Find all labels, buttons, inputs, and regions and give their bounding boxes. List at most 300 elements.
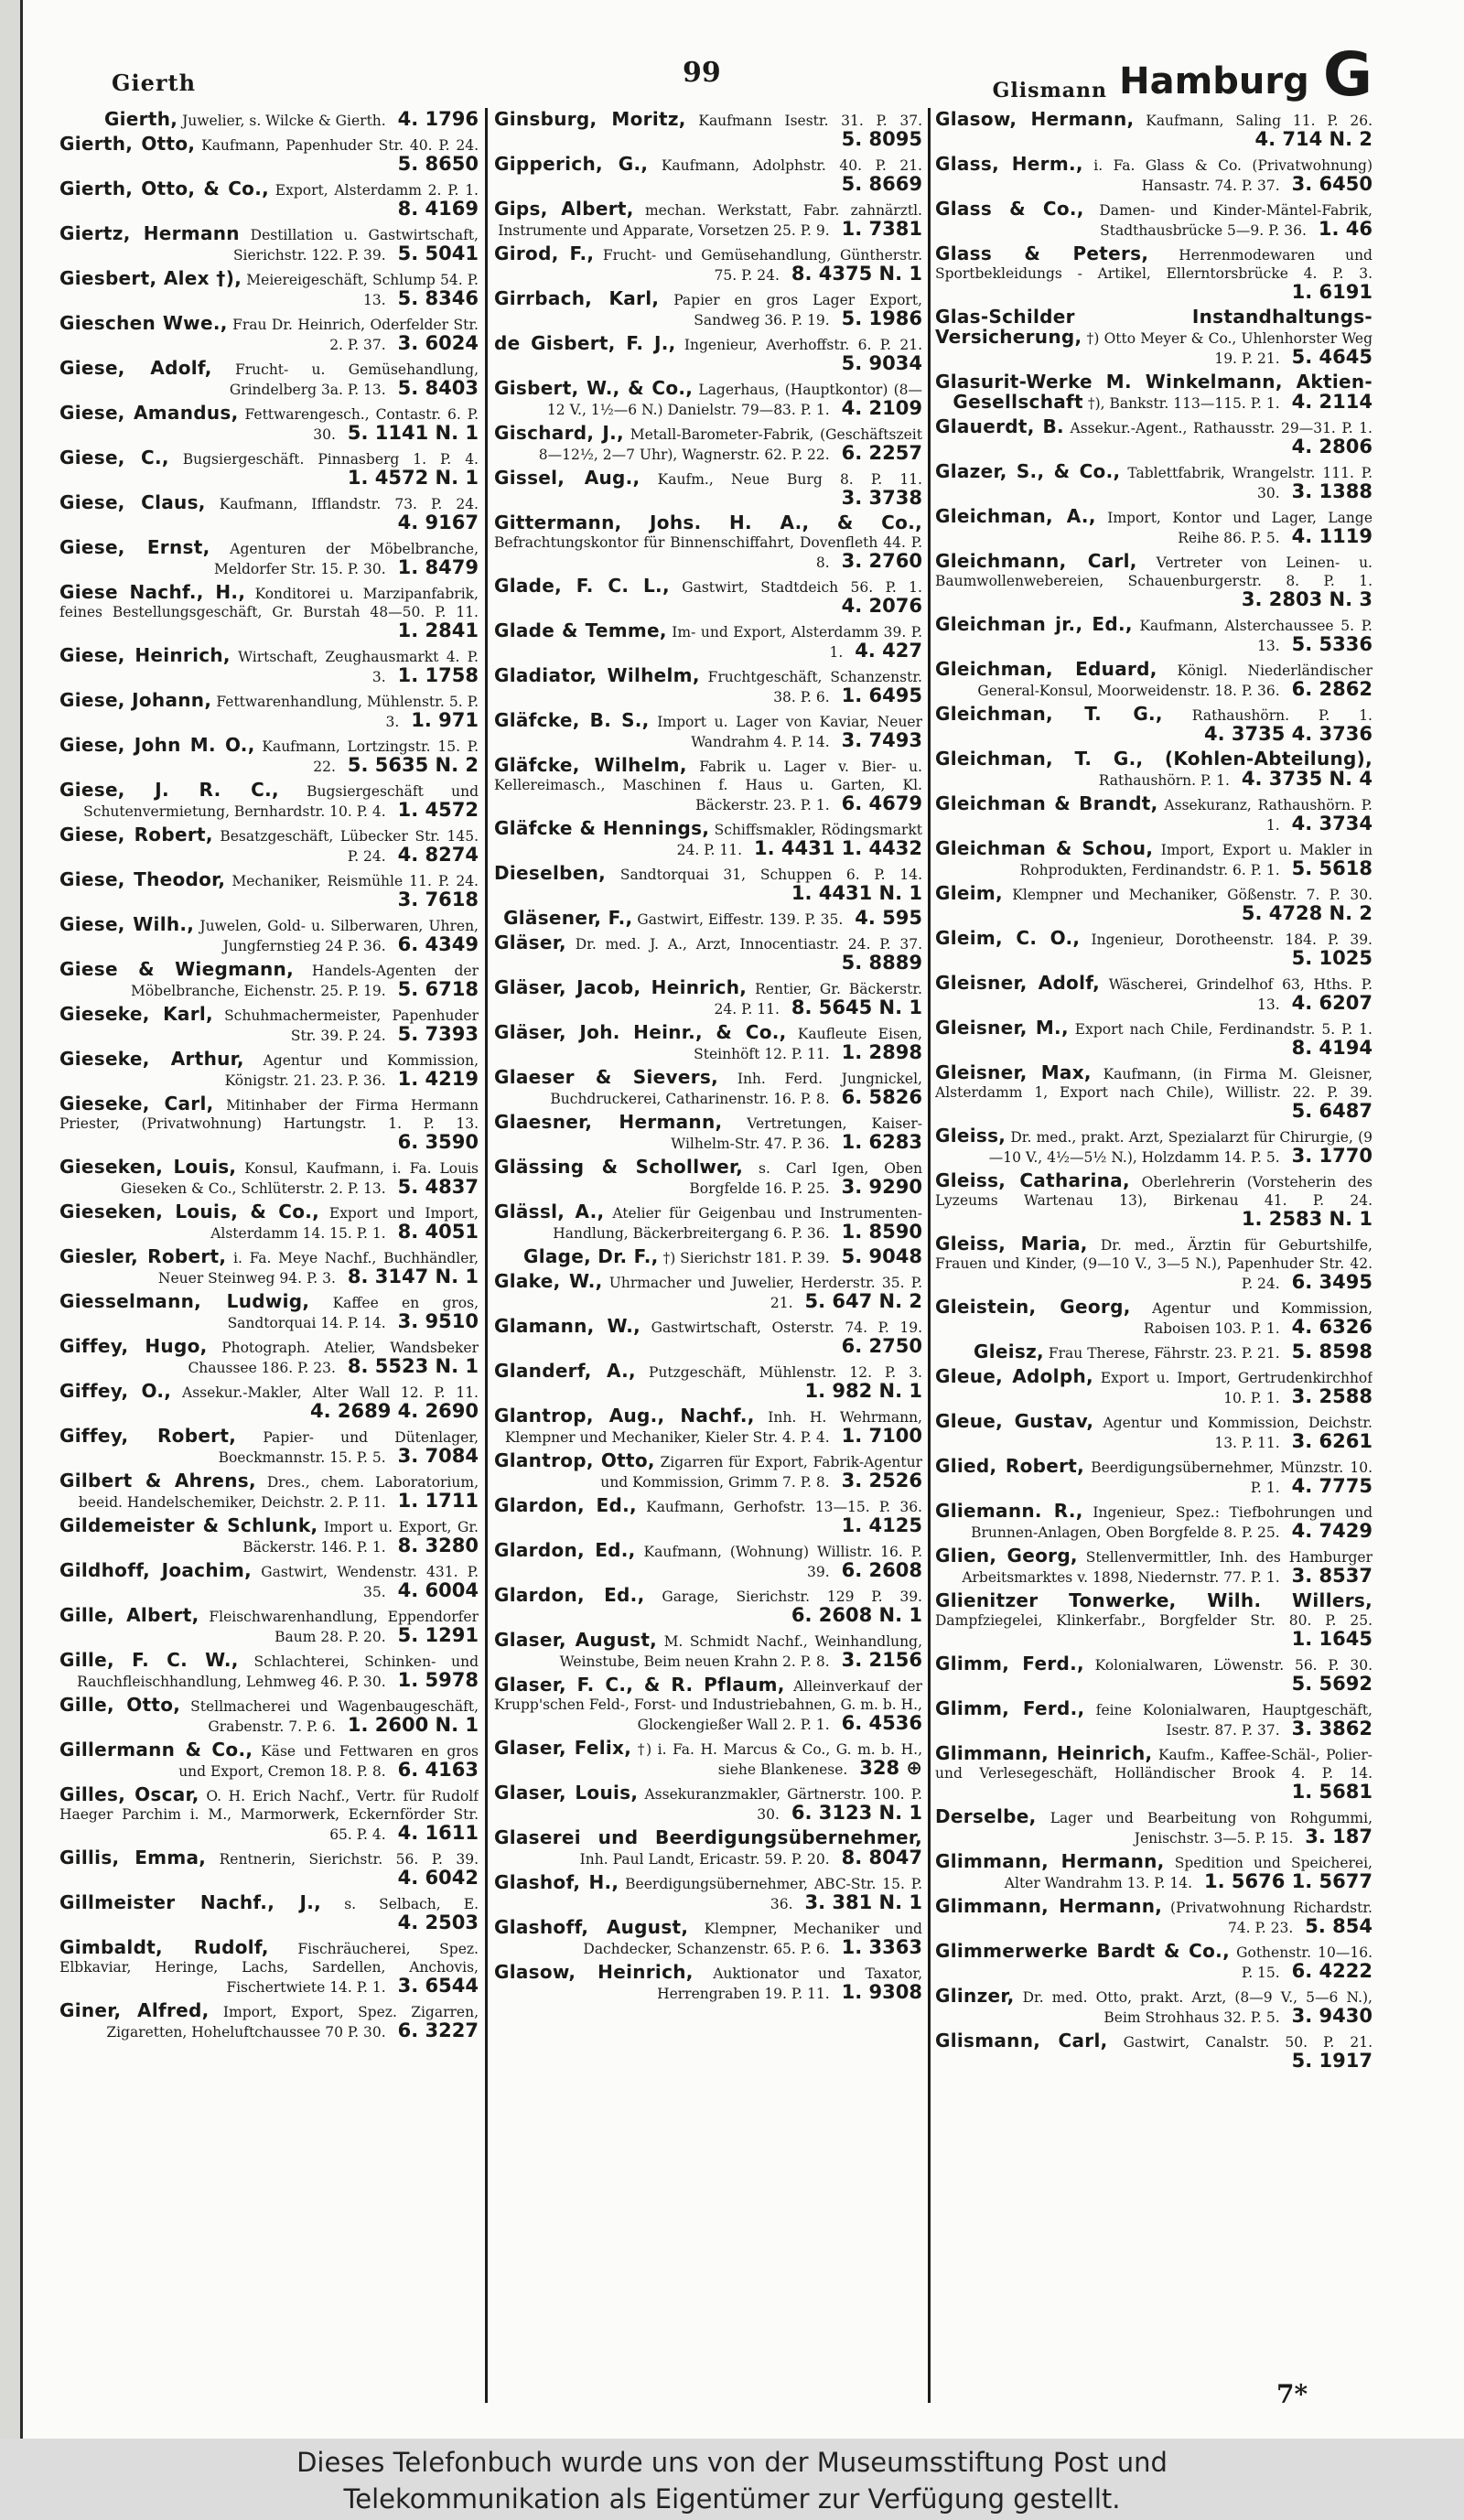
entry-name: Gierth, Otto, bbox=[59, 133, 196, 155]
directory-entry bbox=[494, 1023, 922, 1063]
directory-entry bbox=[935, 1807, 1372, 1847]
entry-phone-number: 1. 4572 bbox=[397, 799, 479, 821]
entry-phone-number: 1. 2898 bbox=[841, 1041, 922, 1063]
entry-phone-number: 4. 714 N. 2 bbox=[1254, 128, 1372, 150]
book-spine bbox=[0, 0, 23, 2439]
entry-phone-number: 6. 5826 bbox=[841, 1086, 922, 1108]
entry-name: Glashoff, August, bbox=[494, 1916, 689, 1938]
directory-entry bbox=[59, 314, 479, 354]
entry-name: Gleichman, T. G., bbox=[935, 703, 1163, 725]
directory-entry bbox=[59, 1848, 479, 1889]
entry-phone-number: 3. 2526 bbox=[841, 1470, 922, 1492]
entry-name: Derselbe, bbox=[935, 1805, 1037, 1827]
entry-name: Gipperich, G., bbox=[494, 153, 649, 175]
entry-description: Gastwirt, Canalstr. 50. P. 21. bbox=[1123, 2034, 1372, 2051]
entry-name: Glaser, Felix, bbox=[494, 1737, 632, 1759]
directory-entry bbox=[59, 1606, 479, 1646]
entry-description: i. Fa. Meye Nachf., Buchhändler, Neuer Steinweg 94. P. 3. bbox=[157, 1250, 479, 1287]
entry-description: Kaufmann Isestr. 31. P. 37. bbox=[698, 113, 922, 129]
directory-entry bbox=[494, 1541, 922, 1581]
entry-phone-number: 3. 2803 N. 3 bbox=[1241, 588, 1372, 610]
banner-line-1: Dieses Telefonbuch wurde uns von der Museumsstiftung Post und bbox=[296, 2447, 1168, 2478]
header-left-keyword: Gierth bbox=[112, 70, 197, 96]
entry-description: Dr. med., prakt. Arzt, Spezialarzt für Chirurgie, (9—10 V., 4½—5½ N.), Holzdamm 14. P. 5. bbox=[988, 1129, 1372, 1166]
header-right bbox=[992, 39, 1372, 110]
directory-entry bbox=[935, 839, 1372, 879]
directory-entry bbox=[59, 135, 479, 175]
entry-description: Meiereigeschäft, Schlump 54. P. 13. bbox=[246, 272, 479, 308]
entry-name: Glardon, Ed., bbox=[494, 1539, 636, 1561]
directory-entry bbox=[935, 1126, 1372, 1167]
directory-entry bbox=[494, 289, 922, 329]
entry-phone-number: 5. 8095 bbox=[841, 128, 922, 150]
entry-phone-number: 5. 1025 bbox=[1291, 947, 1372, 969]
entry-name: Gimbaldt, Rudolf, bbox=[59, 1936, 269, 1958]
entry-description: Ingenieur, Spez.: Tiefbohrungen und Brunnen-Anlagen, Oben Borgfelde 8. P. 25. bbox=[971, 1504, 1372, 1541]
entry-description: Vertreter von Leinen- u. Baumwollenwebereien, Schauenburgerstr. 8. P. 1. bbox=[935, 555, 1372, 589]
directory-entry bbox=[935, 1744, 1372, 1803]
directory-entry bbox=[59, 1427, 479, 1467]
entry-name: Giese & Wiegmann, bbox=[59, 958, 294, 980]
directory-entry bbox=[494, 1158, 922, 1198]
directory-entry bbox=[494, 1783, 922, 1824]
entry-description: Königl. Niederländischer General-Konsul, Moorweidenstr. 18. P. 36. bbox=[977, 662, 1372, 699]
entry-phone-number: 4. 2689 4. 2690 bbox=[309, 1400, 479, 1422]
directory-entry bbox=[494, 424, 922, 464]
entry-name: Gläser, Joh. Heinr., & Co., bbox=[494, 1021, 787, 1043]
column-2 bbox=[494, 110, 922, 2402]
directory-entry bbox=[494, 468, 922, 509]
entry-description: Schiffsmakler, Rödingsmarkt 24. P. 11. bbox=[676, 822, 922, 858]
entry-phone-number: 6. 3495 bbox=[1291, 1271, 1372, 1293]
entry-phone-number: 4. 2076 bbox=[841, 595, 922, 617]
directory-entry bbox=[935, 1654, 1372, 1695]
entry-phone-number: 1. 46 bbox=[1318, 218, 1372, 240]
directory-entry bbox=[59, 1382, 479, 1422]
directory-entry bbox=[494, 1675, 922, 1734]
entry-phone-number: 6. 4349 bbox=[397, 933, 479, 955]
entry-name: Glaser, F. C., & R. Pflaum, bbox=[494, 1674, 785, 1696]
entry-description: Alleinverkauf der Krupp'schen Feld-, Forst- und Industriebahnen, G. m. b. H., Glockengießer Wall 2. P. 1. bbox=[494, 1678, 922, 1733]
directory-entry bbox=[935, 1063, 1372, 1122]
entry-name: Gleichman jr., Ed., bbox=[935, 613, 1133, 635]
directory-entry bbox=[59, 448, 479, 489]
directory-entry bbox=[494, 819, 922, 859]
entry-phone-number: 5. 8669 bbox=[841, 173, 922, 195]
entry-description: Oberlehrerin (Vorsteherin des Lyzeums Wartenau 13), Birkenau 41. P. 24. bbox=[935, 1174, 1372, 1209]
directory-entry bbox=[935, 1342, 1372, 1362]
entry-name: Gieseken, Louis, & Co., bbox=[59, 1201, 320, 1222]
directory-entry bbox=[494, 1873, 922, 1913]
entry-description: Inh. Ferd. Jungnickel, Buchdruckerei, Catharinenstr. 16. P. 8. bbox=[550, 1071, 922, 1107]
entry-description: Agentur und Kommission, Raboisen 103. P. 1. bbox=[1143, 1300, 1372, 1337]
entry-description: Wirtschaft, Zeughausmarkt 4. P. 3. bbox=[238, 649, 479, 685]
entry-name: Glasurit-Werke M. Winkelmann, Aktien-Gesellschaft bbox=[935, 371, 1372, 413]
entry-phone-number: 6. 2862 bbox=[1291, 678, 1372, 700]
directory-entry bbox=[59, 1696, 479, 1736]
directory-entry bbox=[59, 1337, 479, 1377]
entry-name: Gilles, Oscar, bbox=[59, 1783, 199, 1805]
entry-name: Glimm, Ferd., bbox=[935, 1697, 1085, 1719]
entry-phone-number: 328 ⊕ bbox=[859, 1757, 922, 1779]
entry-name: Giese, Theodor, bbox=[59, 868, 226, 890]
entry-name: Gleichman, A., bbox=[935, 505, 1096, 527]
entry-phone-number: 1. 1711 bbox=[397, 1490, 479, 1512]
entry-phone-number: 1. 4125 bbox=[841, 1514, 922, 1536]
entry-description: Konsul, Kaufmann, i. Fa. Louis Gieseken & Co., Schlüterstr. 2. P. 13. bbox=[120, 1160, 479, 1197]
directory-entry bbox=[59, 269, 479, 309]
entry-description: Export u. Import, Gertrudenkirchhof 10. P. 1. bbox=[1100, 1370, 1372, 1406]
entry-phone-number: 1. 2600 N. 1 bbox=[347, 1714, 479, 1736]
entry-phone-number: 1. 7100 bbox=[841, 1425, 922, 1447]
directory-entry bbox=[59, 1292, 479, 1332]
entry-phone-number: 4. 1796 bbox=[397, 110, 479, 130]
entry-name: Gisbert, W., & Co., bbox=[494, 377, 694, 399]
entry-phone-number: 3. 7493 bbox=[841, 729, 922, 751]
entry-name: Gillermann & Co., bbox=[59, 1739, 253, 1761]
directory-entry bbox=[935, 199, 1372, 240]
entry-name: Gierth, Otto, & Co., bbox=[59, 178, 270, 199]
entry-phone-number: 5. 5041 bbox=[397, 242, 479, 264]
entry-description: Auktionator und Taxator, Herrengraben 19. P. 11. bbox=[657, 1965, 922, 2002]
entry-description: Rentier, Gr. Bäckerstr. 24. P. 11. bbox=[714, 981, 922, 1018]
directory-entry bbox=[59, 1785, 479, 1844]
entry-description: Kaufmann, (Wohnung) Willistr. 16. P. 39. bbox=[643, 1544, 922, 1580]
entry-phone-number: 5. 1917 bbox=[1291, 2050, 1372, 2072]
directory-entry bbox=[494, 978, 922, 1018]
directory-entry bbox=[935, 749, 1372, 790]
entry-description: Besatzgeschäft, Lübecker Str. 145. P. 24. bbox=[220, 828, 479, 865]
entry-phone-number: 1. 7381 bbox=[841, 218, 922, 240]
entry-phone-number: 4. 3735 N. 4 bbox=[1241, 768, 1372, 790]
entry-description: Befrachtungskontor für Binnenschiffahrt, Dovenfleth 44. P. 8. bbox=[494, 534, 922, 571]
entry-phone-number: 3. 9510 bbox=[397, 1310, 479, 1332]
entry-name: Gieseke, Carl, bbox=[59, 1093, 214, 1115]
directory-entry bbox=[935, 884, 1372, 924]
entry-description: Sandtorquai 31, Schuppen 6. P. 14. bbox=[619, 867, 922, 883]
directory-entry bbox=[935, 974, 1372, 1014]
directory-entry bbox=[935, 1018, 1372, 1059]
directory-entry bbox=[935, 1699, 1372, 1739]
entry-name: Giffey, O., bbox=[59, 1380, 172, 1402]
entry-phone-number: 5. 7393 bbox=[397, 1023, 479, 1045]
entry-description: Destillation u. Gastwirtschaft, Sierichstr. 122. P. 39. bbox=[232, 227, 479, 264]
directory-entry bbox=[494, 1828, 922, 1868]
entry-phone-number: 6. 4222 bbox=[1291, 1960, 1372, 1982]
entry-phone-number: 1. 3363 bbox=[841, 1936, 922, 1958]
entry-name: Gladiator, Wilhelm, bbox=[494, 664, 700, 686]
entry-description: †) Sierichstr 181. P. 39. bbox=[662, 1250, 830, 1266]
entry-phone-number: 8. 5645 N. 1 bbox=[791, 996, 922, 1018]
entry-phone-number: 4. 595 bbox=[855, 907, 922, 929]
entry-name: Gleichman & Schou, bbox=[935, 837, 1154, 859]
directory-entry bbox=[935, 1234, 1372, 1293]
entry-description: Gastwirt, Stadtdeich 56. P. 1. bbox=[682, 579, 922, 596]
entry-name: Gischard, J., bbox=[494, 422, 624, 444]
directory-entry bbox=[494, 1068, 922, 1108]
entry-phone-number: 6. 4679 bbox=[841, 792, 922, 814]
entry-phone-number: 1. 6495 bbox=[841, 684, 922, 706]
entry-description: Import, Export, Spez. Zigarren, Zigaretten, Hoheluftchaussee 70 P. 30. bbox=[106, 2004, 479, 2041]
entry-phone-number: 5. 4728 N. 2 bbox=[1241, 902, 1372, 924]
directory-entry bbox=[935, 1987, 1372, 2027]
entry-phone-number: 5. 1291 bbox=[397, 1624, 479, 1646]
directory-entry bbox=[494, 1113, 922, 1153]
directory-entry bbox=[494, 933, 922, 974]
entry-name: Gleim, C. O., bbox=[935, 927, 1081, 949]
entry-description: Zigarren für Export, Fabrik-Agentur und Kommission, Grimm 7. P. 8. bbox=[600, 1454, 922, 1491]
entry-name: Gliemann. R., bbox=[935, 1500, 1083, 1522]
entry-name: Giese, Heinrich, bbox=[59, 644, 231, 666]
directory-entry bbox=[494, 110, 922, 150]
entry-description: Assekur.-Agent., Rathausstr. 29—31. P. 1. bbox=[1070, 420, 1372, 436]
entry-description: Rathaushörn. P. 1. bbox=[1191, 707, 1372, 724]
entry-name: Gieschen Wwe., bbox=[59, 312, 228, 334]
entry-description: Assekuranz, Rathaushörn. P. 1. bbox=[1164, 797, 1372, 834]
entry-name: Giese, Claus, bbox=[59, 491, 206, 513]
entry-name: Giertz, Hermann bbox=[59, 222, 240, 244]
entry-phone-number: 1. 4219 bbox=[397, 1068, 479, 1090]
directory-entry bbox=[59, 1202, 479, 1243]
entry-description: Spedition und Speicherei, Alter Wandrahm 13. P. 14. bbox=[1004, 1855, 1372, 1891]
entry-description: Gastwirtschaft, Osterstr. 74. P. 19. bbox=[651, 1319, 922, 1336]
entry-phone-number: 6. 3227 bbox=[397, 2019, 479, 2041]
entry-description: Frucht- und Gemüsehandlung, Güntherstr. 75. P. 24. bbox=[602, 247, 922, 284]
entry-description: Kaufmann, Papenhuder Str. 40. P. 24. bbox=[201, 137, 479, 154]
directory-entry bbox=[59, 1094, 479, 1153]
entry-name: Gillmeister Nachf., J., bbox=[59, 1891, 322, 1913]
entry-name: Giese, Amandus, bbox=[59, 402, 239, 424]
entry-name: Gildemeister & Schlunk, bbox=[59, 1514, 318, 1536]
entry-name: Gleiss, bbox=[935, 1125, 1006, 1147]
entry-phone-number: 5. 9034 bbox=[841, 352, 922, 374]
entry-description: Beerdigungsübernehmer, Münzstr. 10. P. 1. bbox=[1091, 1459, 1372, 1496]
entry-phone-number: 5. 8650 bbox=[397, 153, 479, 175]
entry-description: Garage, Sierichstr. 129 P. 39. bbox=[662, 1588, 922, 1605]
directory-entry bbox=[494, 576, 922, 617]
directory-entry bbox=[935, 1298, 1372, 1338]
entry-phone-number: 5. 854 bbox=[1305, 1915, 1372, 1937]
directory-entry bbox=[494, 199, 922, 240]
entry-name: Giese, Robert, bbox=[59, 824, 213, 845]
entry-description: M. Schmidt Nachf., Weinhandlung, Weinstube, Beim neuen Krahn 2. P. 8. bbox=[559, 1633, 922, 1670]
entry-description: O. H. Erich Nachf., Vertr. für Rudolf Haeger Parchim i. M., Marmorwerk, Eckernförder Str. 65. P. 4. bbox=[59, 1788, 479, 1843]
entry-name: Glauerdt, B. bbox=[935, 415, 1064, 437]
entry-phone-number: 4. 6207 bbox=[1291, 992, 1372, 1014]
entry-description: Agentur und Kommission, Königstr. 21. 23. P. 36. bbox=[224, 1052, 479, 1089]
page-number: 99 bbox=[683, 57, 721, 89]
directory-entry bbox=[935, 1546, 1372, 1587]
entry-phone-number: 6. 3590 bbox=[397, 1131, 479, 1153]
entry-name: Giese, C., bbox=[59, 447, 169, 468]
entry-description: Dr. med. Otto, prakt. Arzt, (8—9 V., 5—6 N.), Beim Strohhaus 32. P. 5. bbox=[1022, 1989, 1372, 2026]
entry-name: Glantrop, Aug., Nachf., bbox=[494, 1405, 755, 1427]
directory-entry bbox=[59, 736, 479, 776]
entry-description: Klempner und Mechaniker, Gößenstr. 7. P. 30. bbox=[1012, 887, 1372, 903]
entry-description: Photograph. Atelier, Wandsbeker Chaussee 186. P. 23. bbox=[188, 1340, 479, 1376]
entry-description: Im- und Export, Alsterdamm 39. P. 1. bbox=[672, 624, 922, 661]
entry-phone-number: 3. 3738 bbox=[841, 487, 922, 509]
entry-description: Kolonialwaren, Löwenstr. 56. P. 30. bbox=[1094, 1657, 1372, 1674]
directory-entry bbox=[59, 915, 479, 955]
directory-entry bbox=[935, 110, 1372, 150]
entry-phone-number: 3. 6544 bbox=[397, 1975, 479, 1997]
banner-line-2: Telekommunikation als Eigentümer zur Verfügung gestellt. bbox=[343, 2483, 1121, 2515]
entry-phone-number: 8. 4194 bbox=[1291, 1037, 1372, 1059]
entry-description: i. Fa. Glass & Co. (Privatwohnung) Hansastr. 74. P. 37. bbox=[1093, 157, 1372, 194]
entry-phone-number: 8. 3147 N. 1 bbox=[347, 1265, 479, 1287]
entry-phone-number: 4. 7429 bbox=[1291, 1520, 1372, 1542]
entry-description: Gastwirt, Wendenstr. 431. P. 35. bbox=[261, 1564, 479, 1600]
entry-phone-number: 1. 2583 N. 1 bbox=[1241, 1208, 1372, 1230]
entry-description: Inh. Paul Landt, Ericastr. 59. P. 20. bbox=[579, 1851, 830, 1868]
entry-description: Herrenmodewaren und Sportbekleidungs - Artikel, Ellerntorsbrücke 4. P. 3. bbox=[935, 247, 1372, 282]
entry-name: Glässing & Schollwer, bbox=[494, 1156, 744, 1178]
entry-name: Glismann, Carl, bbox=[935, 2030, 1108, 2052]
entry-phone-number: 1. 4431 1. 4432 bbox=[753, 837, 922, 859]
directory-entry bbox=[494, 1317, 922, 1357]
entry-phone-number: 1. 1758 bbox=[397, 664, 479, 686]
directory-entry bbox=[935, 155, 1372, 195]
entry-name: Gläfcke, B. S., bbox=[494, 709, 650, 731]
entry-phone-number: 3. 1770 bbox=[1291, 1145, 1372, 1167]
entry-phone-number: 5. 6487 bbox=[1291, 1100, 1372, 1122]
entry-phone-number: 4. 7775 bbox=[1291, 1475, 1372, 1497]
entry-name: Gieseke, Karl, bbox=[59, 1003, 213, 1025]
entry-name: Gleichman & Brandt, bbox=[935, 792, 1158, 814]
directory-entry bbox=[494, 1739, 922, 1779]
directory-entry bbox=[935, 2031, 1372, 2072]
entry-name: Giese, John M. O., bbox=[59, 734, 255, 756]
directory-entry bbox=[59, 1050, 479, 1090]
entry-name: Glien, Georg, bbox=[935, 1545, 1078, 1567]
entry-phone-number: 4. 6004 bbox=[397, 1579, 479, 1601]
entry-name: Gleisner, M., bbox=[935, 1017, 1069, 1039]
entry-name: Gleichmann, Carl, bbox=[935, 550, 1137, 572]
entry-phone-number: 1. 971 bbox=[411, 709, 479, 731]
entry-description: Vertretungen, Kaiser-Wilhelm-Str. 47. P. 36. bbox=[671, 1115, 922, 1152]
directory-entry bbox=[494, 1247, 922, 1267]
entry-name: Glazer, S., & Co., bbox=[935, 460, 1121, 482]
entry-description: Ingenieur, Dorotheenstr. 184. P. 39. bbox=[1091, 932, 1372, 948]
entry-name: Girrbach, Karl, bbox=[494, 287, 660, 309]
entry-description: Klempner, Mechaniker und Dachdecker, Schanzenstr. 65. P. 6. bbox=[583, 1921, 922, 1957]
directory-entry bbox=[935, 307, 1372, 368]
entry-phone-number: 1. 5681 bbox=[1291, 1781, 1372, 1803]
entry-description: Rentnerin, Sierichstr. 56. P. 39. bbox=[219, 1851, 479, 1868]
entry-phone-number: 4. 1611 bbox=[397, 1822, 479, 1844]
entry-phone-number: 4. 427 bbox=[855, 640, 922, 662]
signature-mark: 7* bbox=[1276, 2379, 1308, 2409]
directory-entry bbox=[935, 244, 1372, 303]
directory-entry bbox=[59, 1005, 479, 1045]
directory-entry bbox=[935, 372, 1372, 413]
entry-description: †) Otto Meyer & Co., Uhlenhorster Weg 19. P. 21. bbox=[1086, 330, 1372, 367]
entry-phone-number: 3. 6450 bbox=[1291, 173, 1372, 195]
entry-description: Putzgeschäft, Mühlenstr. 12. P. 3. bbox=[648, 1364, 922, 1381]
entry-phone-number: 8. 4375 N. 1 bbox=[791, 263, 922, 285]
ownership-banner bbox=[0, 2439, 1464, 2520]
entry-phone-number: 5. 8889 bbox=[841, 952, 922, 974]
directory-entry bbox=[59, 870, 479, 910]
entry-name: Giese Nachf., H., bbox=[59, 581, 246, 603]
entry-phone-number: 8. 8047 bbox=[841, 1847, 922, 1868]
entry-name: Giese, J. R. C., bbox=[59, 779, 279, 801]
entry-description: Dampfziegelei, Klinkerfabr., Borgfelder Str. 80. P. 25. bbox=[935, 1612, 1372, 1629]
entry-description: Fleischwarenhandlung, Eppendorfer Baum 28. P. 20. bbox=[209, 1609, 479, 1645]
directory-entry bbox=[59, 960, 479, 1000]
entry-description: Kaufm., Kaffee-Schäl-, Polier- und Verlesegeschäft, Holländischer Brook 4. P. 14. bbox=[935, 1747, 1372, 1782]
entry-name: Gille, Albert, bbox=[59, 1604, 199, 1626]
entry-description: Dr. med. J. A., Arzt, Innocentiastr. 24. P. 37. bbox=[575, 936, 922, 953]
entry-phone-number: 3. 2760 bbox=[841, 550, 922, 572]
entry-description: Lagerhaus, (Hauptkontor) (8—12 V., 1½—6 N.) Danielstr. 79—83. P. 1. bbox=[546, 382, 922, 418]
directory-entry bbox=[935, 552, 1372, 610]
directory-entry bbox=[935, 507, 1372, 547]
entry-name: Gleiss, Catharina, bbox=[935, 1169, 1130, 1191]
entry-description: (Privatwohnung Richardstr. 74. P. 23. bbox=[1169, 1900, 1372, 1936]
directory-entry bbox=[59, 493, 479, 533]
entry-phone-number: 5. 6718 bbox=[397, 978, 479, 1000]
entry-name: Gleichman, T. G., (Kohlen-Abteilung), bbox=[935, 748, 1372, 770]
entry-description: Import, Kontor und Lager, Lange Reihe 86. P. 5. bbox=[1107, 510, 1372, 546]
directory-entry bbox=[494, 155, 922, 195]
header-right-keyword: Glismann bbox=[992, 79, 1107, 102]
entry-phone-number: 5. 9048 bbox=[841, 1245, 922, 1267]
entry-name: Glashof, H., bbox=[494, 1871, 619, 1893]
entry-name: Giese, Wilh., bbox=[59, 913, 195, 935]
entry-name: Gille, Otto, bbox=[59, 1694, 181, 1716]
directory-entry bbox=[494, 864, 922, 904]
entry-description: Stellmacherei und Wagenbaugeschäft, Grabenstr. 7. P. 6. bbox=[190, 1698, 479, 1735]
entry-name: Giese, Adolf, bbox=[59, 357, 212, 379]
entry-phone-number: 8. 4169 bbox=[397, 198, 479, 220]
entry-name: Glimmann, Hermann, bbox=[935, 1895, 1163, 1917]
entry-phone-number: 4. 2109 bbox=[841, 397, 922, 419]
entry-name: Glass & Co., bbox=[935, 198, 1084, 220]
directory-entry bbox=[59, 1516, 479, 1556]
entry-phone-number: 3. 6024 bbox=[397, 332, 479, 354]
entry-phone-number: 3. 3862 bbox=[1291, 1718, 1372, 1739]
entry-phone-number: 3. 187 bbox=[1305, 1825, 1372, 1847]
entry-name: Glasow, Hermann, bbox=[935, 110, 1135, 130]
entry-description: Import u. Export, Gr. Bäckerstr. 146. P. 1. bbox=[242, 1519, 479, 1556]
directory-entry bbox=[935, 1942, 1372, 1982]
directory-entry bbox=[935, 417, 1372, 458]
entry-description: Schlachterei, Schinken- und Rauchfleischhandlung, Lehmweg 46. P. 30. bbox=[77, 1653, 479, 1690]
directory-entry bbox=[494, 1451, 922, 1492]
directory-entry bbox=[494, 1202, 922, 1243]
entry-description: Frau Therese, Fährstr. 23. P. 21. bbox=[1048, 1345, 1280, 1362]
entry-phone-number: 4. 3734 bbox=[1291, 813, 1372, 835]
entry-phone-number: 3. 2588 bbox=[1291, 1385, 1372, 1407]
header-city: Hamburg bbox=[1119, 60, 1309, 102]
entry-description: Kaufmann, Lortzingstr. 15. P. 22. bbox=[262, 738, 479, 775]
entry-description: Fettwarengesch., Contastr. 6. P. 30. bbox=[244, 406, 479, 443]
directory-entry bbox=[59, 1247, 479, 1287]
entry-name: Girod, F., bbox=[494, 242, 595, 264]
entry-description: Lager und Bearbeitung von Rohgummi, Jenischstr. 3—5. P. 15. bbox=[1050, 1810, 1372, 1847]
entry-phone-number: 1. 6191 bbox=[1291, 281, 1372, 303]
entry-name: Glas-Schilder Instandhaltungs-Versicherung, bbox=[935, 306, 1372, 348]
entry-name: Glasow, Heinrich, bbox=[494, 1961, 694, 1983]
entry-name: Glaserei und Beerdigungsübernehmer, bbox=[494, 1826, 922, 1848]
entry-phone-number: 8. 5523 N. 1 bbox=[347, 1355, 479, 1377]
entry-name: Gildhoff, Joachim, bbox=[59, 1559, 253, 1581]
directory-entry bbox=[59, 1471, 479, 1512]
entry-phone-number: 3. 7084 bbox=[397, 1445, 479, 1467]
directory-entry bbox=[494, 1496, 922, 1536]
